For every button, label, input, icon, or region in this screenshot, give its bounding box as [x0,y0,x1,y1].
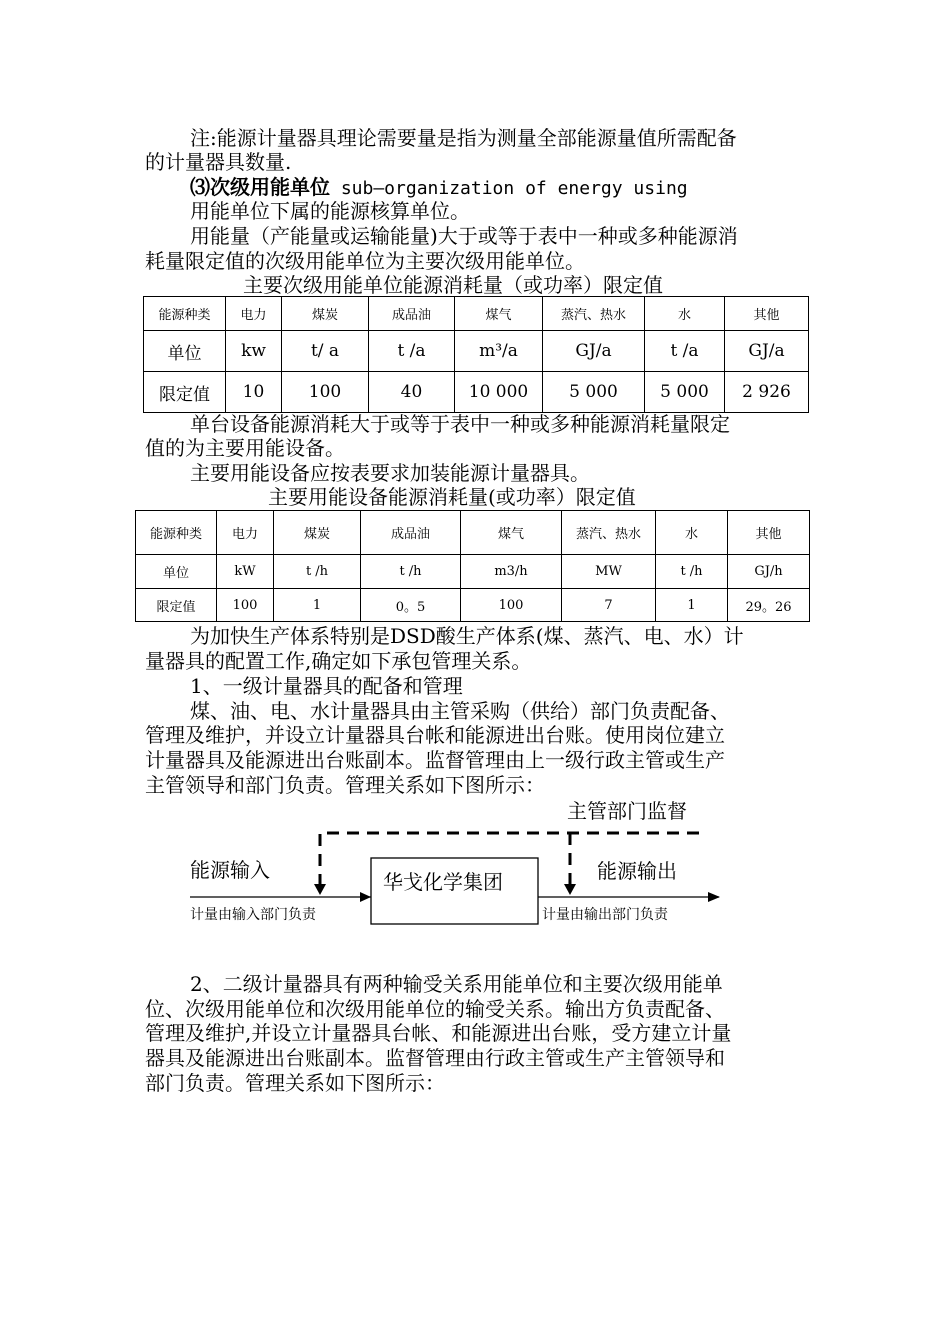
table-cell: 成品油 [361,511,461,555]
supervision-label: 主管部门监督 [567,799,687,823]
table-cell: 0。5 [361,589,461,622]
table-cell: 煤气 [455,297,543,331]
table-cell: 100 [217,589,274,622]
body-line: 为加快生产体系特别是DSD酸生产体系(煤、蒸汽、电、水）计 [190,625,744,648]
table-cell: m³/a [455,331,543,372]
body-line: 量器具的配置工作,确定如下承包管理关系。 [145,650,532,673]
table-cell: t /h [274,555,361,589]
table-cell: 7 [562,589,656,622]
equipment-line-1: 单台设备能源消耗大于或等于表中一种或多种能源消耗量限定 [190,413,730,436]
heading-cn: ⑶次级用能单位 [190,176,330,199]
output-note: 计量由输出部门负责 [542,907,668,923]
table-cell: 煤炭 [274,511,361,555]
table-cell: t /a [369,331,455,372]
input-note: 计量由输入部门负责 [190,907,316,923]
table-cell: 100 [461,589,562,622]
table-cell: GJ/h [728,555,810,589]
heading-en: sub—organization of energy using [330,178,688,199]
table-cell: 蒸汽、热水 [562,511,656,555]
body-line: 位、次级用能单位和次级用能单位的输受关系。输出方负责配备、 [145,998,725,1021]
body-line: 2、二级计量器具有两种输受关系用能单位和主要次级用能单 [190,973,723,996]
arrowhead-icon [360,892,371,902]
table-cell: t /h [656,555,728,589]
body-line: 计量器具及能源进出台账副本。监督管理由上一级行政主管或生产 [145,749,725,772]
table-cell: 电力 [217,511,274,555]
equipment-line-2: 值的为主要用能设备。 [145,437,345,460]
table-cell: t/ a [282,331,369,372]
table-cell: kw [226,331,282,372]
table-cell: 其他 [728,511,810,555]
table-cell: 40 [369,372,455,413]
table-cell: 水 [645,297,725,331]
table-cell: kW [217,555,274,589]
body-line: 管理及维护，并设立计量器具台帐和能源进出台账。使用岗位建立 [145,724,725,747]
body-line: 煤、油、电、水计量器具由主管采购（供给）部门负责配备、 [190,700,730,723]
table-cell: m3/h [461,555,562,589]
table-cell: t /a [645,331,725,372]
body-line: 主管领导和部门负责。管理关系如下图所示： [145,774,545,797]
table-cell: 单位 [136,555,217,589]
table-cell: 5 000 [543,372,645,413]
table-cell: 蒸汽、热水 [543,297,645,331]
equipment-line-3: 主要用能设备应按表要求加装能源计量器具。 [190,462,590,485]
table-cell: 100 [282,372,369,413]
table1-caption: 主要次级用能单位能源消耗量（或功率）限定值 [243,273,663,297]
table-cell: 1 [656,589,728,622]
table-cell: 5 000 [645,372,725,413]
criterion-line-2: 耗量限定值的次级用能单位为主要次级用能单位。 [145,250,585,273]
table2-caption: 主要用能设备能源消耗量(或功率）限定值 [268,485,636,509]
table-cell: MW [562,555,656,589]
table-cell: 单位 [144,331,226,372]
table-cell: 限定值 [136,589,217,622]
arrowhead-icon [708,892,720,902]
note-line-2: 的计量器具数量. [145,151,292,174]
subsection-heading: 1、一级计量器具的配备和管理 [190,675,463,698]
table-cell: GJ/a [543,331,645,372]
table-cell: 煤气 [461,511,562,555]
table-cell: GJ/a [725,331,809,372]
body-line: 管理及维护,并设立计量器具台帐、和能源进出台账，受方建立计量 [145,1022,732,1045]
table-cell: 煤炭 [282,297,369,331]
table-cell: 限定值 [144,372,226,413]
table-cell: 1 [274,589,361,622]
criterion-line-1: 用能量（产能量或运输能量)大于或等于表中一种或多种能源消 [190,225,738,248]
table-cell: 10 [226,372,282,413]
output-label: 能源输出 [597,859,677,883]
table-cell: 水 [656,511,728,555]
table-cell: 能源种类 [144,297,226,331]
table-cell: 其他 [725,297,809,331]
table-cell: 电力 [226,297,282,331]
company-name: 华戈化学集团 [383,870,503,894]
input-label: 能源输入 [190,858,270,882]
table-cell: 10 000 [455,372,543,413]
table-cell: 29。26 [728,589,810,622]
note-line-1: 注:能源计量器具理论需要量是指为测量全部能源量值所需配备 [190,127,737,150]
table-cell: 成品油 [369,297,455,331]
table-cell: 2 926 [725,372,809,413]
table-cell: 能源种类 [136,511,217,555]
arrowhead-icon [564,884,576,895]
definition-line: 用能单位下属的能源核算单位。 [190,200,470,223]
table-cell: t /h [361,555,461,589]
body-line: 器具及能源进出台账副本。监督管理由行政主管或生产主管领导和 [145,1047,725,1070]
arrowhead-icon [314,884,326,895]
body-line: 部门负责。管理关系如下图所示： [145,1072,445,1095]
